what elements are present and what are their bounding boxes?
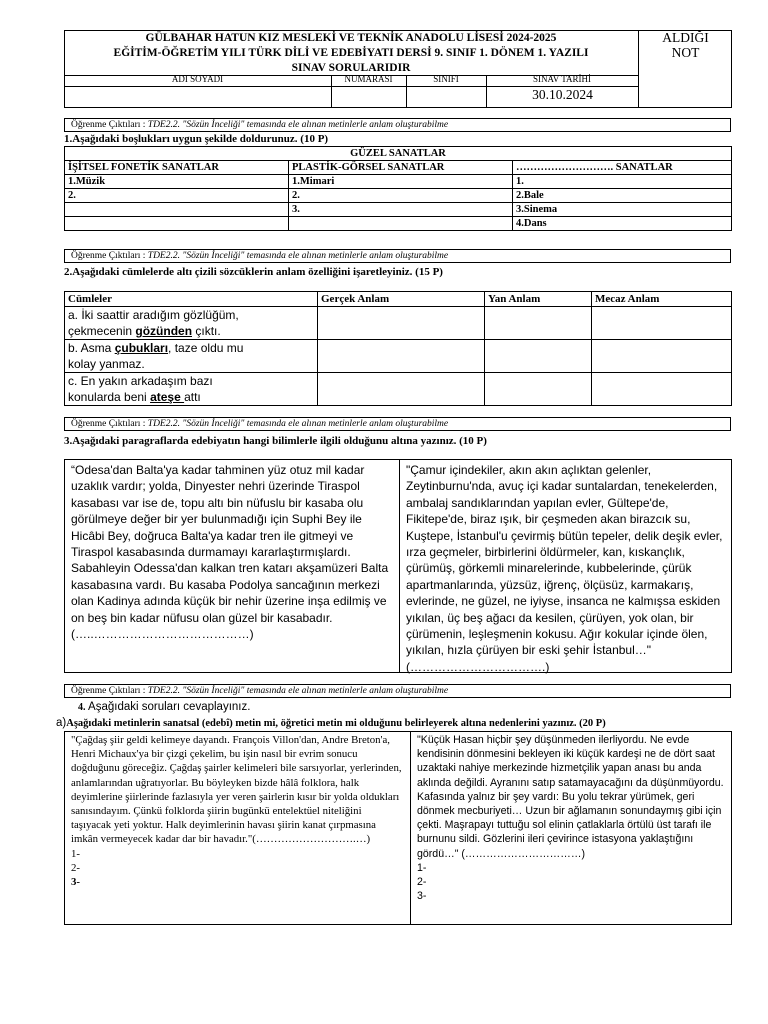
subquestion-prefix: a) [56,717,67,729]
answer-cell[interactable] [485,340,592,373]
sentence-text: b. Asma [68,341,115,355]
outcome-prefix: Öğrenme Çıktıları : [71,686,148,696]
sentence-text: attı [184,390,201,404]
sentence-a [65,307,318,340]
answer-line[interactable]: 1- [71,847,80,860]
text-story-body: "Küçük Hasan hiçbir şey düşünmeden ilerliyordu. Ne evde kendisinin dönmesini bekleyen iki küçük kardeşi ne de dört saat uzaktaki nahiye merkezinde hizmetçilik yapan anası bu anda aklında değildi. Ayranını satıp satamayacağını da düşünmüyordu. Kafasında yalnız bir şey vardı: Bu yolu tekrar yürümek, geri dönmek mecburiyeti… Uzun bir ağlamanın sonundaymış gibi için çekti. Maşrapayı tuttuğu sol elinin çatlaklarla örtülü üst tarafı ile burnunu sildi. Gözlerini ileri çevirince istasyona yaklaştığını gördü…" (……………………………) [417,734,724,860]
fine-arts-title: GÜZEL SANATLAR [65,147,732,161]
table-cell[interactable]: 2.Bale [513,189,732,203]
fine-arts-table [64,146,732,231]
sentence-text: çekmecenin [68,324,136,338]
sentence-text: , taze oldu mu [168,341,244,355]
answer-line[interactable]: 2- [417,876,427,889]
grade-label-2: NOT [671,45,700,60]
outcome-text: TDE2.2. "Sözün İnceliği" temasında ele alınan metinlerle anlam oluşturabilme [147,251,449,261]
col-side: Yan Anlam [485,292,592,307]
outcome-prefix: Öğrenme Çıktıları : [71,419,148,429]
text-story [410,731,732,925]
question-3-title: 3.Aşağıdaki paragraflarda edebiyatın hangi bilimlerle ilgili olduğunu altına yazınız. (10 P) [64,435,487,447]
answer-line[interactable]: 3- [71,876,80,889]
header-blank-arts: ………………………. SANATLAR [513,161,732,175]
school-title-line2: EĞİTİM-ÖĞRETİM YILI TÜRK DİLİ VE EDEBİYATI DERSİ 9. SINIF 1. DÖNEM 1. YAZILI [113,47,589,59]
col-sentences: Cümleler [65,292,318,307]
label-number: NUMARASI [344,74,393,84]
text-poetry [64,731,411,925]
table-cell[interactable]: 3. [289,203,513,217]
underlined-word: ateşe [150,390,185,404]
header-auditory-arts: İŞİTSEL FONETİK SANATLAR [65,161,289,175]
grade-label-1: ALDIĞI [662,30,709,45]
outcome-text: TDE2.2. "Sözün İnceliği" temasında ele alınan metinlerle anlam oluşturabilme [147,419,449,429]
header-title-block [64,30,638,75]
sentence-text: çıktı. [192,324,221,338]
answer-line[interactable]: 2- [71,861,80,874]
table-cell[interactable]: 3.Sinema [513,203,732,217]
table-cell[interactable] [65,217,289,231]
table-cell[interactable] [65,203,289,217]
answer-cell[interactable] [485,307,592,340]
table-cell[interactable] [289,217,513,231]
number-field[interactable] [332,87,405,107]
sentence-text: kolay yanmaz. [68,357,145,371]
school-title-line3: SINAV SORULARIDIR [291,62,411,74]
answer-cell[interactable] [318,307,485,340]
question-4-title [78,700,250,715]
paragraph-istanbul: "Çamur içindekiler, akın akın açlıktan gelenler, Zeytinburnu'nda, avuç içi kadar suntalardan, tenekelerden, ambalaj sandıklarından yapılan evler, Gültepe'de, Fikitepe'de, biraz ışık, bir çeşmeden akan birazcık su, Kuştepe, İstanbul'u çevirmiş bütün tepeler, delik deşik evler, ırza geçmeler, birbirlerini öldürmeler, kan, kıskançlık, çürümüş, görkemli minarelerinde, kubbelerinde, çürük apartmanlarında, yüzsüz, iğrenç, ölçüsüz, karmakarış, evlerinde, ne güzel, ne iyiyse, insanca ne kalmışsa eskiden yıkılan, üç beş ağacı da kesilen, çürüyen, yok olan, bir çürümenin, leşleşmenin kokusu. Ağır kokular içinde ölen, yıkılan, hızla çürüyen bir eski şehir İstanbul…"(…………………………….) [399,459,732,673]
table-cell[interactable]: 1. [513,175,732,189]
learning-outcome [64,249,731,263]
question-number: 4. [78,702,86,713]
table-cell[interactable]: 2. [289,189,513,203]
question-text: Aşağıdaki soruları cevaplayınız. [85,701,251,713]
subquestion-text: Aşağıdaki metinlerin sanatsal (edebî) metin mi, öğretici metin mi olduğunu belirleyerek altına nedenlerini yazınız. (20 P) [66,718,606,729]
paragraph-travel: “Odesa'dan Balta'ya kadar tahminen yüz otuz mil kadar uzaklık vardır; yolda, Dinyester nehri üzerinde Tiraspol kasabası var ise de, topu altı bin nüfuslu bir kasaba olu görülmeye değer bir yer bulunmadığı için Suphi Bey ile Hicâbi Bey, doğruca Balta'ya kadar tren ile gitmeyi ve Tiraspol kasabasında durmamayı kararlaştırmışlardı. Sabahleyin Odessa'dan kalkan tren katarı akşamüzeri Balta kasabasına vardı. Bu kasaba Podolya sancağının merkezi olan Kadinya adında küçük bir nehir üzerine inşa edilmiş ve on beş bin kadar nüfusu olan güzel bir kasabadır.(…..…………………………………) [64,459,400,673]
school-title-line1: GÜLBAHAR HATUN KIZ MESLEKİ VE TEKNİK ANADOLU LİSESİ 2024-2025 [145,32,557,44]
answer-line[interactable]: 3- [417,890,427,903]
table-cell[interactable]: 2. [65,189,289,203]
table-cell[interactable]: 1.Mimari [289,175,513,189]
answer-cell[interactable] [592,373,732,406]
question-1-title: 1.Aşağıdaki boşlukları uygun şekilde doldurunuz. (10 P) [64,133,329,145]
answer-cell[interactable] [318,373,485,406]
exam-date-value: 30.10.2024 [532,87,593,102]
answer-cell[interactable] [318,340,485,373]
table-cell[interactable]: 1.Müzik [65,175,289,189]
sentence-text: konularda beni [68,390,151,404]
learning-outcome [64,684,731,698]
answer-cell[interactable] [592,307,732,340]
sentence-b [65,340,318,373]
underlined-word: çubukları [114,341,169,355]
answer-line[interactable]: 1- [417,861,427,874]
outcome-text: TDE2.2. "Sözün İnceliği" temasında ele alınan metinlerle anlam oluşturabilme [147,120,449,130]
name-field[interactable] [65,87,330,107]
sentence-c [65,373,318,406]
learning-outcome [64,118,731,132]
underlined-word: gözünden [135,324,193,338]
class-field[interactable] [407,87,485,107]
header-visual-arts: PLASTİK-GÖRSEL SANATLAR [289,161,513,175]
label-name: ADI SOYADI [171,74,224,84]
grade-box [639,30,732,108]
table-cell[interactable]: 4.Dans [513,217,732,231]
col-literal: Gerçek Anlam [318,292,485,307]
label-class: SINIFI [433,74,459,84]
sentence-text: c. En yakın arkadaşım bazı [68,374,213,388]
outcome-text: TDE2.2. "Sözün İnceliği" temasında ele alınan metinlerle anlam oluşturabilme [147,686,449,696]
label-date: SINAV TARİHİ [532,74,592,84]
answer-cell[interactable] [485,373,592,406]
meaning-table [64,291,732,406]
text-poetry-body: "Çağdaş şiir geldi kelimeye dayandı. François Villon'dan, Andre Breton'a, Henri Michaux'ya bir çizgi çekelim, bu işin nasıl bir evrim sonucu doğduğunu göreceğiz. Çağdaş şairler kelimeleri bile sarsıyorlar, yerlerinden, anlamlarından uğratıyorlar. Bu böyleyken bizde hâlâ folklora, halk deyimlerine şiirlerinde fazlasıyla yer veren şairlerin kısır bir yolda oldukları sanısındayım. Çünkü folklorda şiirin bugünkü entelektüel niteliğini taşıyacak yeti yoktur. Halk deyimlerinin havası şiirin kanat çırpmasına imkân vermeyecek kadar dar bir havadır."(……………………….…) [71,734,402,846]
learning-outcome [64,417,731,431]
col-figurative: Mecaz Anlam [592,292,732,307]
answer-cell[interactable] [592,340,732,373]
outcome-prefix: Öğrenme Çıktıları : [71,120,148,130]
sentence-text: a. İki saattir aradığım gözlüğüm, [68,308,239,322]
outcome-prefix: Öğrenme Çıktıları : [71,251,148,261]
question-2-title: 2.Aşağıdaki cümlelerde altı çizili sözcüklerin anlam özelliğini işaretleyiniz. (15 P) [64,266,443,278]
question-4a-title [56,716,756,731]
